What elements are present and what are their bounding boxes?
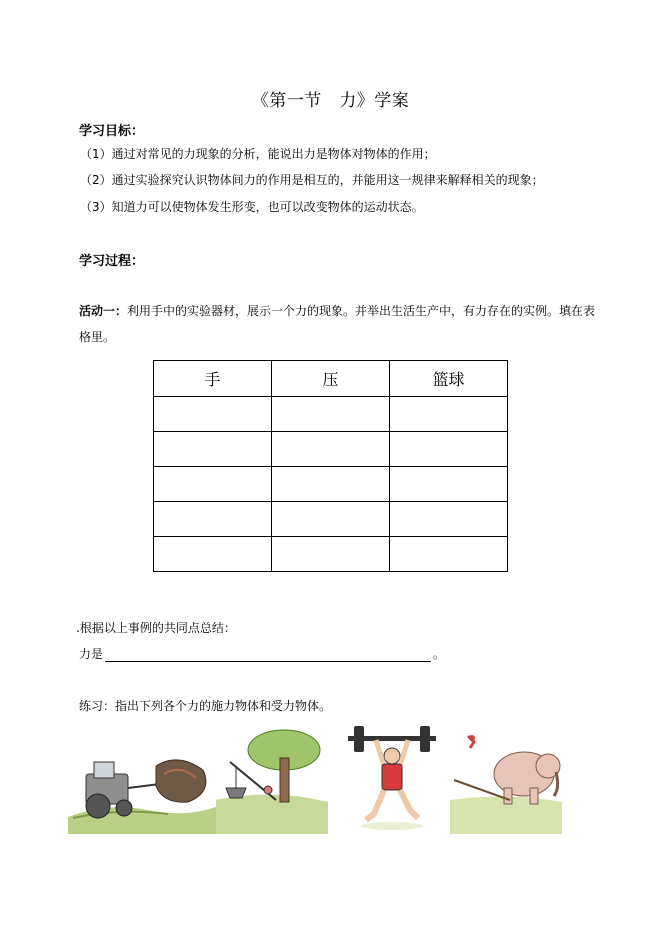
table-cell[interactable]: [390, 537, 508, 572]
activity-text: 利用手中的实验器材，展示一个力的现象。并举出生活生产中，有力存在的实例。填在表: [127, 304, 596, 318]
crane-tree-image: [216, 722, 328, 834]
table-cell[interactable]: [272, 467, 390, 502]
goals-heading: 学习目标：: [79, 124, 145, 139]
activity-line-2: 格里。: [79, 330, 116, 344]
activity-line-1: [79, 303, 595, 319]
summary-prefix: 力是: [79, 647, 104, 661]
weightlifter-image: [344, 722, 440, 834]
table-header-cell: 篮球: [390, 361, 508, 397]
goal-item-2: （2）通过实验探究认识物体间力的作用是相互的，并能用这一规律来解释相关的现象；: [80, 173, 544, 187]
activity-label: 活动一：: [79, 304, 128, 318]
answer-blank[interactable]: [105, 649, 431, 662]
page-title: 《第一节 力》学案: [251, 91, 410, 111]
table-cell[interactable]: [272, 502, 390, 537]
table-cell[interactable]: [272, 537, 390, 572]
table-header-row: [154, 361, 508, 397]
table-cell[interactable]: [154, 432, 272, 467]
goal-item-3: （3）知道力可以使物体发生形变，也可以改变物体的运动状态。: [80, 200, 424, 214]
table-header-cell: 手: [154, 361, 272, 397]
table-cell[interactable]: [154, 397, 272, 432]
table-row: [154, 397, 508, 432]
table-header-cell: 压: [272, 361, 390, 397]
table-cell[interactable]: [390, 467, 508, 502]
elephant-lever-image: [450, 722, 562, 834]
summary-line: [79, 646, 445, 662]
table-cell[interactable]: [154, 502, 272, 537]
example-table: [153, 360, 508, 572]
exercise-text: 练习：指出下列各个力的施力物体和受力物体。: [79, 699, 332, 713]
table-row: [154, 432, 508, 467]
table-cell[interactable]: [154, 467, 272, 502]
table-cell[interactable]: [272, 397, 390, 432]
table-cell[interactable]: [390, 502, 508, 537]
table-row: [154, 537, 508, 572]
table-cell[interactable]: [154, 537, 272, 572]
table-row: [154, 502, 508, 537]
table-cell[interactable]: [272, 432, 390, 467]
tractor-pulling-image: [68, 722, 218, 834]
summary-suffix: 。: [433, 647, 446, 661]
table-row: [154, 467, 508, 502]
table-cell[interactable]: [390, 432, 508, 467]
process-heading: 学习过程：: [79, 254, 145, 269]
goal-item-1: （1）通过对常见的力现象的分析，能说出力是物体对物体的作用；: [80, 147, 436, 161]
summary-prompt: .根据以上事例的共同点总结：: [76, 621, 236, 635]
table-cell[interactable]: [390, 397, 508, 432]
